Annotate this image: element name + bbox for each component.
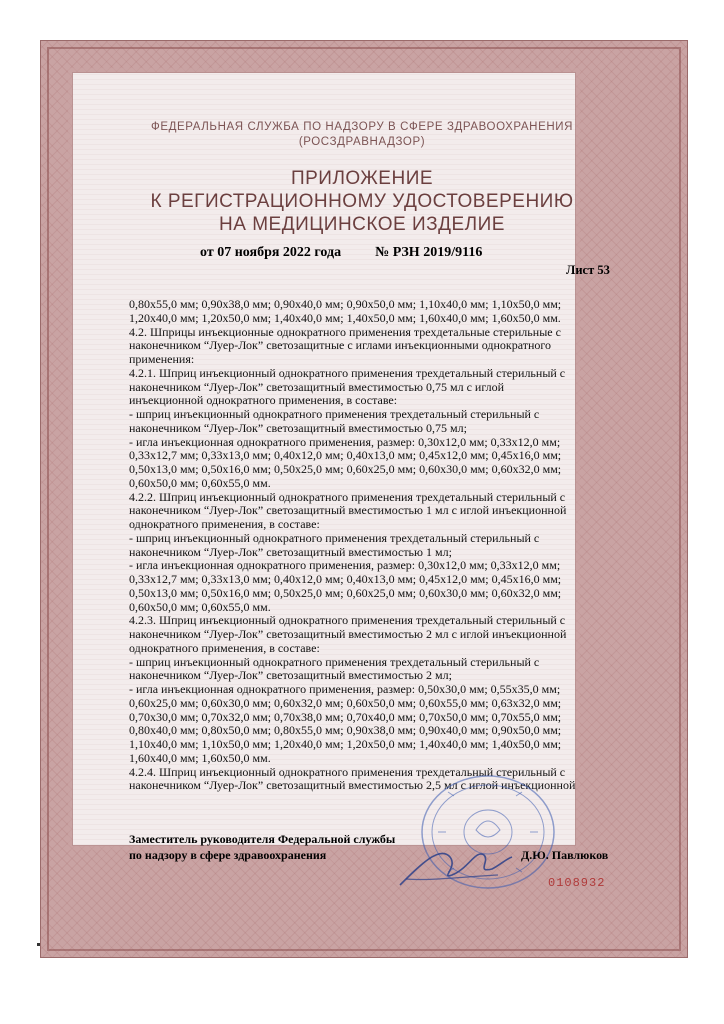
document-subtitle-1: К РЕГИСТРАЦИОННОМУ УДОСТОВЕРЕНИЮ — [150, 191, 574, 212]
scan-mark — [37, 943, 40, 946]
signatory-name: Д.Ю. Павлюков — [521, 848, 609, 862]
body-line: 0,50х13,0 мм; 0,50х16,0 мм; 0,50х25,0 мм; 0,60х25,0 мм; 0,60х30,0 мм; 0,60х32,0 мм; — [129, 586, 562, 600]
body-line: 0,60х25,0 мм; 0,60х30,0 мм; 0,60х32,0 мм; 0,60х50,0 мм; 0,60х55,0 мм; 0,63х32,0 мм; — [129, 696, 562, 710]
body-line: наконечником “Луер-Лок” светозащитный вместимостью 2 мл с иглой инъекционной — [129, 628, 567, 641]
handwritten-signature-icon — [380, 835, 520, 895]
body-line: 4.2.2. Шприц инъекционный однократного применения трехдетальный стерильный с — [129, 490, 566, 504]
body-line: 4.2. Шприцы инъекционные однократного применения трехдетальные стерильные с — [129, 325, 561, 339]
body-line: - шприц инъекционный однократного применения трехдетальный стерильный с — [129, 531, 540, 545]
body-line: 4.2.4. Шприц инъекционный однократного применения трехдетальный стерильный с — [129, 765, 566, 779]
signatory-position-line2: по надзору в сфере здравоохранения — [129, 848, 327, 862]
document-subtitle-2: НА МЕДИЦИНСКОЕ ИЗДЕЛИЕ — [219, 214, 505, 235]
sheet-number: Лист 53 — [566, 263, 610, 277]
body-line: - шприц инъекционный однократного применения трехдетальный стерильный с — [129, 655, 540, 669]
body-line: 0,33х12,7 мм; 0,33х13,0 мм; 0,40х12,0 мм; 0,40х13,0 мм; 0,45х12,0 мм; 0,45х16,0 мм; — [129, 573, 562, 586]
agency-name: ФЕДЕРАЛЬНАЯ СЛУЖБА ПО НАДЗОРУ В СФЕРЕ ЗДРАВООХРАНЕНИЯ — [150, 121, 574, 133]
date-number-row — [200, 245, 482, 261]
registration-number: № РЗН 2019/9116 — [375, 245, 483, 260]
issue-date: от 07 ноября 2022 года — [200, 245, 342, 260]
body-line: 0,70х30,0 мм; 0,70х32,0 мм; 0,70х38,0 мм; 0,70х40,0 мм; 0,70х50,0 мм; 0,70х55,0 мм; — [129, 710, 562, 724]
document-title: ПРИЛОЖЕНИЕ — [290, 168, 434, 189]
body-line: - игла инъекционная однократного применения, размер: 0,30х12,0 мм; 0,33х12,0 мм; — [129, 559, 561, 573]
body-line: - игла инъекционная однократного применения, размер: 0,30х12,0 мм; 0,33х12,0 мм; — [129, 435, 561, 449]
agency-abbreviation: (РОСЗДРАВНАДЗОР) — [298, 136, 426, 148]
body-line: 1,10х40,0 мм; 1,10х50,0 мм; 1,20х40,0 мм; 1,20х50,0 мм; 1,40х40,0 мм; 1,40х50,0 мм; — [129, 738, 562, 751]
body-line: однократного применения, в составе: — [129, 518, 320, 531]
document-body — [129, 298, 614, 793]
body-line: 1,60х40,0 мм; 1,60х50,0 мм. — [129, 751, 271, 765]
body-line: 4.2.3. Шприц инъекционный однократного применения трехдетальный стерильный с — [129, 614, 566, 628]
body-line: 0,50х13,0 мм; 0,50х16,0 мм; 0,50х25,0 мм; 0,60х25,0 мм; 0,60х30,0 мм; 0,60х32,0 мм; — [129, 463, 562, 476]
body-line: 0,80х40,0 мм; 0,80х50,0 мм; 0,80х55,0 мм; 0,90х38,0 мм; 0,90х40,0 мм; 0,90х50,0 мм; — [129, 724, 562, 738]
body-line: наконечником “Луер-Лок” светозащитный вместимостью 0,75 мл с иглой — [129, 380, 505, 394]
body-line: наконечником “Луер-Лок” светозащитный вместимостью 2,5 мл с иглой инъекционной — [129, 779, 576, 793]
body-line: инъекционной однократного применения, в составе: — [129, 394, 398, 408]
body-line: 0,60х50,0 мм; 0,60х55,0 мм. — [129, 600, 271, 614]
body-line: наконечником “Луер-Лок” светозащитный вместимостью 1 мл с иглой инъекционной — [129, 504, 567, 518]
signatory-position-line1: Заместитель руководителя Федеральной службы — [129, 832, 396, 846]
body-line: однократного применения, в составе: — [129, 641, 320, 655]
body-line: 0,80х55,0 мм; 0,90х38,0 мм; 0,90х40,0 мм; 0,90х50,0 мм; 1,10х40,0 мм; 1,10х50,0 мм; — [129, 298, 562, 311]
body-line: 0,60х50,0 мм; 0,60х55,0 мм. — [129, 476, 271, 490]
body-line: наконечником “Луер-Лок” светозащитный вместимостью 0,75 мл; — [129, 421, 467, 435]
body-line: наконечником “Луер-Лок” светозащитные с иглами инъекционными однократного — [129, 339, 552, 353]
body-line: применения: — [129, 353, 195, 366]
body-line: - игла инъекционная однократного применения, размер: 0,50х30,0 мм; 0,55х35,0 мм; — [129, 683, 561, 696]
body-line: наконечником “Луер-Лок” светозащитный вместимостью 2 мл; — [129, 669, 452, 683]
body-line: наконечником “Луер-Лок” светозащитный вместимостью 1 мл; — [129, 545, 452, 559]
serial-number: 0108932 — [548, 876, 606, 890]
body-line: - шприц инъекционный однократного применения трехдетальный стерильный с — [129, 408, 540, 421]
body-line: 1,20х40,0 мм; 1,20х50,0 мм; 1,40х40,0 мм; 1,40х50,0 мм; 1,60х40,0 мм; 1,60х50,0 мм. — [129, 311, 561, 325]
body-line: 0,33х12,7 мм; 0,33х13,0 мм; 0,40х12,0 мм; 0,40х13,0 мм; 0,45х12,0 мм; 0,45х16,0 мм; — [129, 449, 562, 463]
body-line: 4.2.1. Шприц инъекционный однократного применения трехдетальный стерильный с — [129, 366, 566, 380]
